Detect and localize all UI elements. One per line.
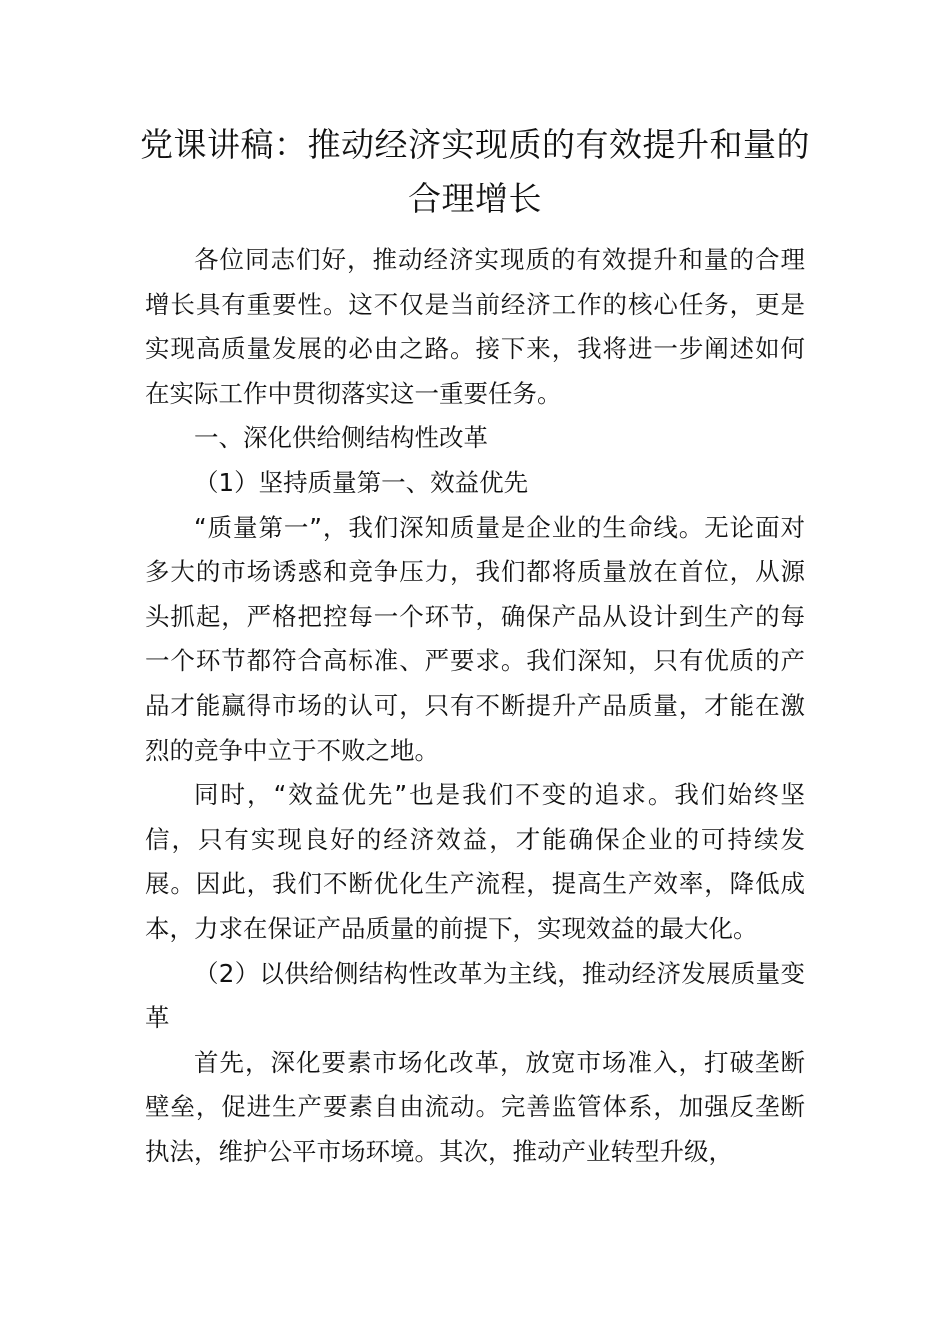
document-title: 党课讲稿：推动经济实现质的有效提升和量的合理增长 bbox=[140, 125, 810, 218]
subsection-heading-1: （1）坚持质量第一、效益优先 bbox=[194, 467, 529, 497]
body-paragraph: 首先，深化要素市场化改革，放宽市场准入，打破垄断壁垒，促进生产要素自由流动。完善监管体系，加强反垄断执法，维护公平市场环境。其次，推动产业转型升级， bbox=[145, 1047, 805, 1166]
intro-paragraph: 各位同志们好，推动经济实现质的有效提升和量的合理增长具有重要性。这不仅是当前经济工作的核心任务，更是实现高质量发展的必由之路。接下来，我将进一步阐述如何在实际工作中贯彻落实这一重要任务。 bbox=[145, 245, 805, 408]
body-paragraph: “质量第一”，我们深知质量是企业的生命线。无论面对多大的市场诱惑和竞争压力，我们都将质量放在首位，从源头抓起，严格把控每一个环节，确保产品从设计到生产的每一个环节都符合高标准、严要求。我们深知，只有优质的产品才能赢得市场的认可，只有不断提升产品质量，才能在激烈的竞争中立于不败之地。 bbox=[145, 512, 805, 765]
body-paragraph: 同时，“效益优先”也是我们不变的追求。我们始终坚信，只有实现良好的经济效益，才能确保企业的可持续发展。因此，我们不断优化生产流程，提高生产效率，降低成本，力求在保证产品质量的前提下，实现效益的最大化。 bbox=[145, 780, 805, 943]
section-heading-1: 一、深化供给侧结构性改革 bbox=[194, 423, 488, 453]
document-body bbox=[145, 238, 805, 1174]
subsection-heading-2: （2）以供给侧结构性改革为主线，推动经济发展质量变革 bbox=[145, 958, 805, 1033]
